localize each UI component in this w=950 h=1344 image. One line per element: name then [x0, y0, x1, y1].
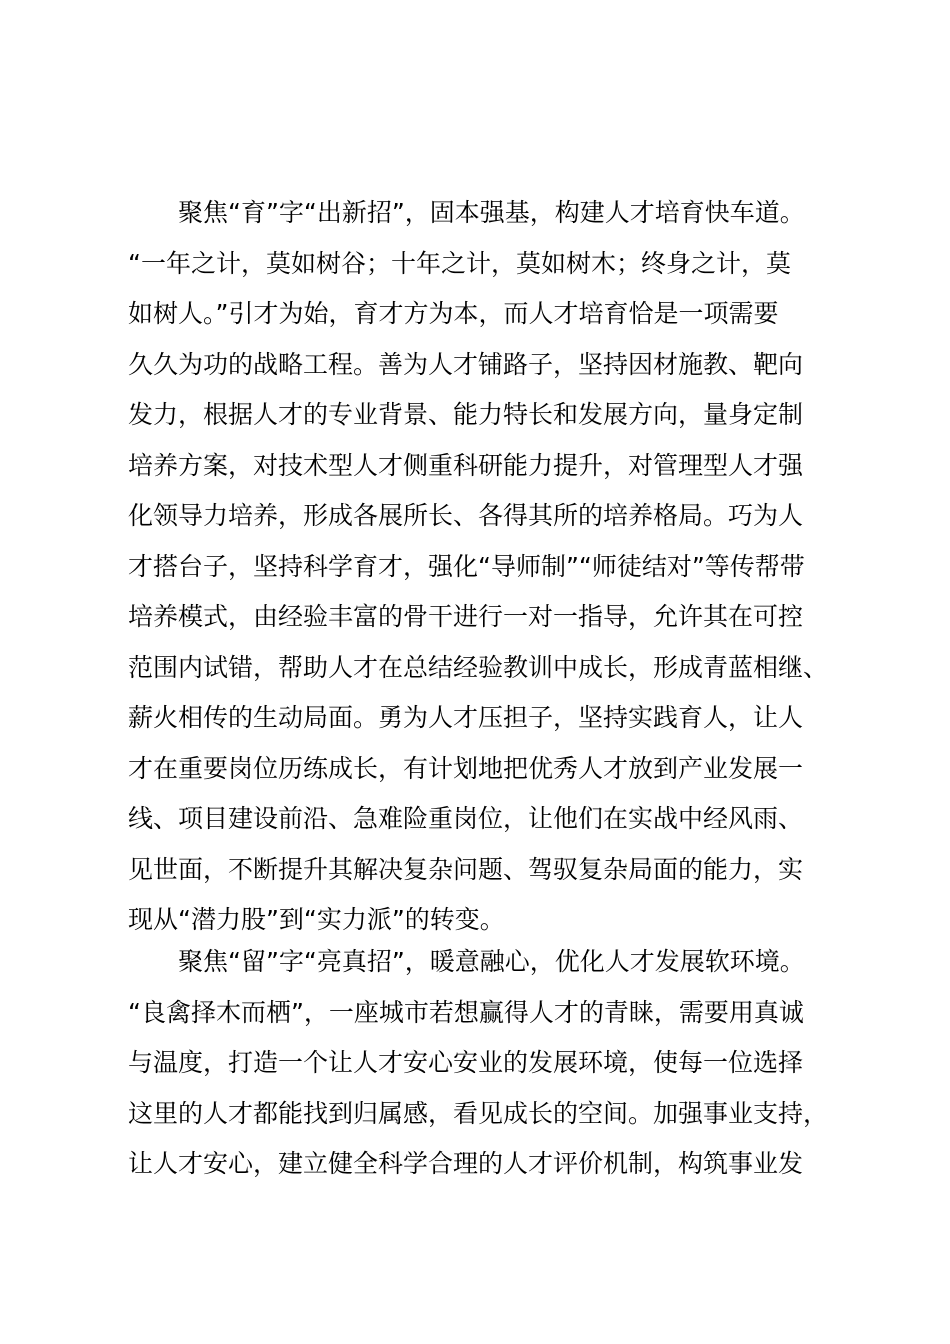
text-line: 培养模式，由经验丰富的骨干进行一对一指导，允许其在可控	[128, 602, 804, 631]
text-line: “良禽择木而栖”，一座城市若想赢得人才的青睐，需要用真诚	[128, 997, 804, 1027]
text-line: 发力，根据人才的专业背景、能力特长和发展方向，量身定制	[128, 400, 804, 429]
text-line: 范围内试错，帮助人才在总结经验教训中成长，形成青蓝相继、	[128, 652, 829, 682]
text-line: 化领导力培养，形成各展所长、各得其所的培养格局。巧为人	[128, 501, 804, 530]
text-line: 现从“潜力股”到“实力派”的转变。	[128, 905, 505, 934]
text-line: 让人才安心，建立健全科学合理的人才评价机制，构筑事业发	[128, 1149, 804, 1178]
paragraph-talent-retention	[128, 937, 848, 1190]
text-line: 久久为功的战略工程。善为人才铺路子，坚持因材施教、靶向	[128, 349, 804, 379]
text-line: 如树人。”引才为始，育才方为本，而人才培育恰是一项需要	[128, 299, 779, 328]
text-line: 聚焦“留”字“亮真招”，暖意融心，优化人才发展软环境。	[178, 947, 805, 976]
text-line: 薪火相传的生动局面。勇为人才压担子，坚持实践育人，让人	[128, 703, 804, 732]
text-line: “一年之计，莫如树谷；十年之计，莫如树木；终身之计，莫	[128, 248, 791, 278]
text-line: 聚焦“育”字“出新招”，固本强基，构建人才培育快车道。	[178, 198, 805, 227]
paragraph-talent-cultivation	[128, 188, 848, 946]
text-line: 才在重要岗位历练成长，有计划地把优秀人才放到产业发展一	[128, 753, 804, 783]
text-line: 才搭台子，坚持科学育才，强化“导师制”“师徒结对”等传帮带	[128, 551, 805, 581]
text-line: 线、项目建设前沿、急难险重岗位，让他们在实战中经风雨、	[128, 804, 804, 833]
text-line: 培养方案，对技术型人才侧重科研能力提升，对管理型人才强	[128, 450, 804, 480]
text-line: 这里的人才都能找到归属感，看见成长的空间。加强事业支持，	[128, 1098, 829, 1128]
text-line: 见世面，不断提升其解决复杂问题、驾驭复杂局面的能力，实	[128, 854, 804, 884]
text-line: 与温度，打造一个让人才安心安业的发展环境，使每一位选择	[128, 1048, 804, 1077]
